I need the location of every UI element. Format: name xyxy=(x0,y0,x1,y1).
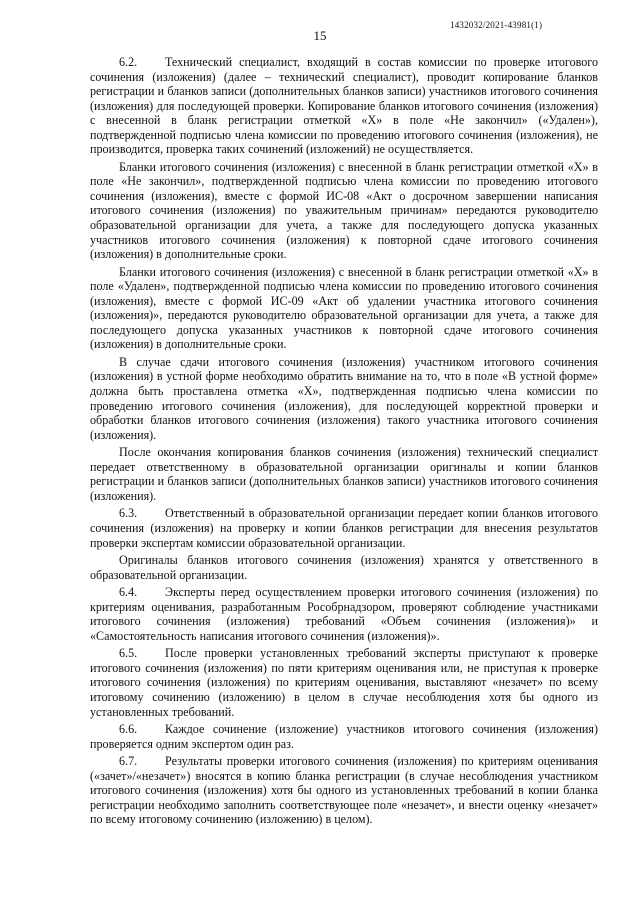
paragraph xyxy=(90,445,598,503)
paragraph xyxy=(90,646,598,719)
paragraph-text: Ответственный в образовательной организации передает копии бланков итогового сочинения (изложения) на проверку и копии бланков регистрации для внесения результатов проверки экспертам комиссии образовательной организации. xyxy=(90,506,598,550)
paragraph-text: Каждое сочинение (изложение) участников итогового сочинения (изложения) проверяется одним экспертом один раз. xyxy=(90,722,598,751)
paragraph-text: Бланки итогового сочинения (изложения) с внесенной в бланк регистрации отметкой «Х» в поле «Удален», подтвержденной подписью члена комиссии по проведению итогового сочинения (изложения), вместе с формой ИС-09 «Акт об удалении участника итогового сочинения (изложения)», передаются руководителю образовательной организации для учета, а также для последующего допуска указанных участников к повторной сдаче итогового сочинения (изложения) в дополнительные сроки. xyxy=(90,264,598,352)
paragraph xyxy=(90,722,598,751)
paragraph xyxy=(90,160,598,262)
paragraph xyxy=(90,754,598,827)
paragraph xyxy=(90,506,598,550)
paragraph-text: В случае сдачи итогового сочинения (изложения) участником итогового сочинения (изложения) в устной форме необходимо обратить внимание на то, что в поле «В устной форме» должна быть проставлена отметка «Х», подтвержденная подписью члена комиссии по проведению итогового сочинения (изложения), для последующей корректной проверки и обработки бланков итогового сочинения (изложения) такого участника итогового сочинения (изложения). xyxy=(90,354,598,442)
paragraph xyxy=(90,55,598,157)
paragraph-text: Эксперты перед осуществлением проверки итогового сочинения (изложения) по критериям оценивания, разработанным Рособрнадзором, проверяют соблюдение участниками итогового сочинения (изложения) требований «Объем сочинения (изложения)» и «Самостоятельность написания итогового сочинения (изложения)». xyxy=(90,585,598,643)
paragraph-text: Бланки итогового сочинения (изложения) с внесенной в бланк регистрации отметкой «Х» в поле «Не закончил», подтвержденной подписью члена комиссии по проведению итогового сочинения (изложения), вместе с формой ИС-08 «Акт о досрочном завершении написания итогового сочинения (изложения) по уважительным причинам» передаются руководителю образовательной организации для учета, а также для последующего допуска указанных участников итогового сочинения (изложения) к повторной сдаче итогового сочинения (изложения) в дополнительные сроки. xyxy=(90,159,598,262)
paragraph xyxy=(90,355,598,442)
section-number: 6.3. xyxy=(119,506,138,521)
document-body xyxy=(90,55,598,830)
paragraph-text: Результаты проверки итогового сочинения (изложения) по критериям оценивания («зачет»/«незачет») вносятся в копию бланка регистрации (в случае несоблюдения участником итогового сочинения (изложения) хотя бы одного из установленных требований в копии бланка регистрации необходимо заполнить соответствующее поле «незачет», и внести оценку «незачет» по всему итоговому сочинению (изложению) в целом). xyxy=(90,754,598,827)
paragraph-text: После окончания копирования бланков сочинения (изложения) технический специалист передает ответственному в образовательной организации оригиналы и копии бланков регистрации и бланков записи (дополнительных бланков записи) участников итогового сочинения (изложения). xyxy=(90,445,598,503)
paragraph xyxy=(90,585,598,643)
page-number: 15 xyxy=(313,28,327,43)
section-number: 6.5. xyxy=(119,646,138,661)
document-id: 1432032/2021-43981(1) xyxy=(450,20,543,30)
paragraph-text: Технический специалист, входящий в состав комиссии по проверке итогового сочинения (изложения) (далее – технический специалист), проводит копирование бланков регистрации и бланков записи (дополнительных бланков записи) участников итогового сочинения (изложения) для последующей проверки. Копирование бланков итогового сочинения (изложения) с внесенной в бланк регистрации отметкой «Х» в поле «Не закончил» («Удален»), подтвержденной подписью члена комиссии по проведению итогового сочинения (изложения), не производится, проверка таких сочинений (изложений) не осуществляется. xyxy=(90,55,598,157)
section-number: 6.2. xyxy=(119,55,138,69)
section-number: 6.6. xyxy=(119,722,138,737)
section-number: 6.7. xyxy=(119,754,138,769)
paragraph-text: После проверки установленных требований эксперты приступают к проверке итогового сочинения (изложения) по пяти критериям оценивания или, не приступая к проверке итогового сочинения (изложения) по критериям оценивания, выставляют «незачет» по всему итоговому сочинению (изложению) в целом в случае несоблюдения хотя бы одного из установленных требований. xyxy=(90,646,598,719)
paragraph-text: Оригиналы бланков итогового сочинения (изложения) хранятся у ответственного в образовательной организации. xyxy=(90,553,598,582)
paragraph xyxy=(90,265,598,352)
paragraph xyxy=(90,553,598,582)
section-number: 6.4. xyxy=(119,585,138,600)
